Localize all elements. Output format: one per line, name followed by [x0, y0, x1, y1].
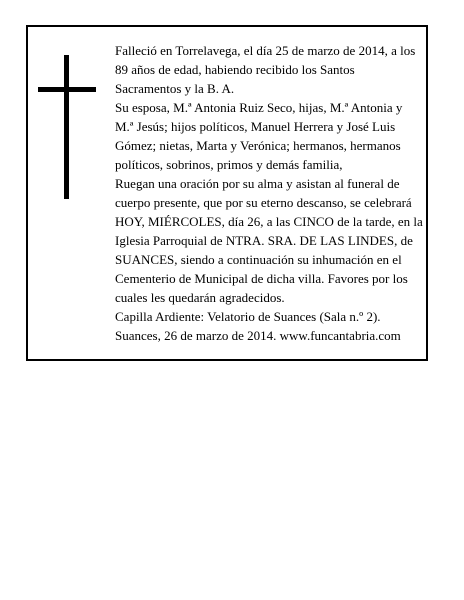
- cross-icon: [38, 55, 96, 199]
- death-announcement: Falleció en Torrelavega, el día 25 de marzo de 2014, a los 89 años de edad, habiendo recibido los Santos Sacramentos y la B. A.: [115, 43, 416, 96]
- cross-vertical-bar: [64, 55, 69, 199]
- place-date-footer: Suances, 26 de marzo de 2014. www.funcantabria.com: [115, 328, 401, 343]
- family-list: Su esposa, M.ª Antonia Ruiz Seco, hijas, M.ª Antonia y M.ª Jesús; hijos políticos, Manuel Herrera y José Luis Gómez; nietas, Marta y Verónica; hermanos, hermanos políticos, sobrinos, primos y demás familia,: [115, 100, 403, 172]
- funeral-details: Ruegan una oración por su alma y asistan al funeral de cuerpo presente, que por su eterno descanso, se celebrará HOY, MIÉRCOLES, día 26, a las CINCO de la tarde, en la Iglesia Parroquial de NTRA. SRA. DE LAS LINDES, de SUANCES, siendo a continuación su inhumación en el Cementerio de Municipal de dicha villa. Favores por los cuales les quedarán agradecidos.: [115, 176, 423, 305]
- notice-text: [115, 41, 423, 345]
- obituary-notice: [26, 25, 428, 361]
- wake-location: Capilla Ardiente: Velatorio de Suances (Sala n.º 2).: [115, 309, 381, 324]
- cross-horizontal-bar: [38, 87, 96, 92]
